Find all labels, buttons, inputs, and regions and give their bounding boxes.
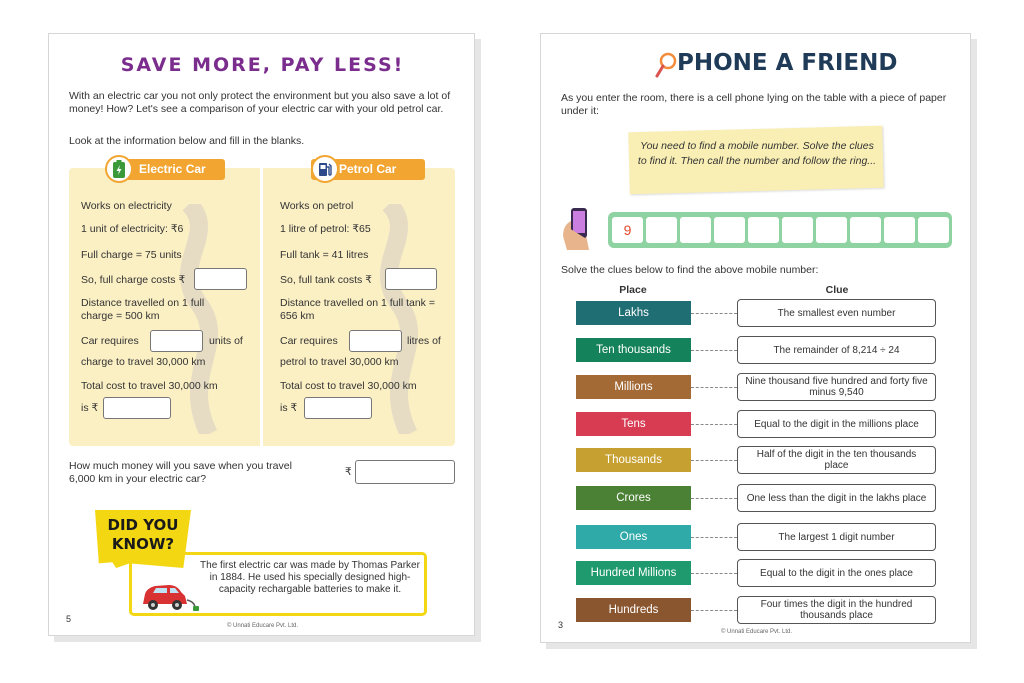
clue-box: Equal to the digit in the ones place	[737, 559, 936, 587]
petrol-works-on: Works on petrol	[280, 200, 354, 212]
electric-unit-cost: 1 unit of electricity: ₹6	[81, 223, 184, 235]
place-label-hundreds: Hundreds	[576, 598, 691, 622]
petrol-unit-cost: 1 litre of petrol: ₹65	[280, 223, 371, 235]
digit-box[interactable]	[816, 217, 847, 243]
place-label-crores: Crores	[576, 486, 691, 510]
fuel-pump-icon	[311, 155, 339, 183]
place-label-tens: Tens	[576, 412, 691, 436]
petrol-tank-cost-input[interactable]	[385, 268, 437, 290]
electric-charge-cost-input[interactable]	[194, 268, 247, 290]
petrol-requires-line2: petrol to travel 30,000 km	[280, 356, 399, 368]
clue-box: The largest 1 digit number	[737, 523, 936, 551]
electric-distance: Distance travelled on 1 full charge = 500 km	[81, 297, 205, 322]
electric-requires-line2: charge to travel 30,000 km	[81, 356, 206, 368]
electric-is-label: is ₹	[81, 402, 99, 414]
page-number: 5	[66, 614, 72, 624]
petrol-litres-input[interactable]	[349, 330, 402, 352]
place-label-ten-thousands: Ten thousands	[576, 338, 691, 362]
clue-box: One less than the digit in the lakhs place	[737, 484, 936, 512]
electric-total-input[interactable]	[103, 397, 171, 419]
intro-text: As you enter the room, there is a cell phone lying on the table with a piece of paper under it:	[561, 92, 947, 117]
digit-box[interactable]	[918, 217, 949, 243]
electric-works-on: Works on electricity	[81, 200, 172, 212]
page-number: 3	[558, 620, 564, 630]
digit-box[interactable]	[646, 217, 677, 243]
sticky-note-text: You need to find a mobile number. Solve the clues to find it. Then call the number and follow the ring...	[637, 140, 877, 167]
page-title: PHONE A FRIEND	[677, 50, 898, 76]
petrol-requires-label: Car requires	[280, 335, 338, 347]
place-label-hundred-millions: Hundred Millions	[576, 561, 691, 585]
digit-box[interactable]	[850, 217, 881, 243]
left-worksheet-page	[48, 33, 475, 636]
connector-line	[691, 387, 737, 388]
connector-line	[691, 537, 737, 538]
battery-icon	[105, 155, 133, 183]
electric-units-input[interactable]	[150, 330, 203, 352]
petrol-total-label: Total cost to travel 30,000 km	[280, 380, 417, 392]
petrol-total-input[interactable]	[304, 397, 372, 419]
connector-line	[691, 424, 737, 425]
instruction-text: Look at the information below and fill in the blanks.	[69, 135, 305, 147]
copyright-text: © Unnati Educare Pvt. Ltd.	[720, 629, 793, 635]
petrol-car-header: Petrol Car	[311, 159, 425, 180]
clue-box: The remainder of 8,214 ÷ 24	[737, 336, 936, 364]
digit-box[interactable]	[748, 217, 779, 243]
petrol-distance: Distance travelled on 1 full tank = 656 km	[280, 297, 435, 322]
electric-total-label: Total cost to travel 30,000 km	[81, 380, 218, 392]
right-worksheet-page	[540, 33, 971, 643]
connector-line	[691, 573, 737, 574]
place-column-header: Place	[619, 284, 647, 296]
electric-full-charge: Full charge = 75 units	[81, 249, 182, 261]
digit-box[interactable]	[680, 217, 711, 243]
digit-box[interactable]	[782, 217, 813, 243]
digit-box[interactable]: 9	[612, 217, 643, 243]
petrol-requires-unit: litres of	[407, 335, 441, 347]
electric-cost-label: So, full charge costs ₹	[81, 274, 186, 286]
savings-question: How much money will you save when you travel 6,000 km in your electric car?	[69, 460, 292, 485]
connector-line	[691, 498, 737, 499]
clue-box: The smallest even number	[737, 299, 936, 327]
savings-currency: ₹	[345, 466, 352, 478]
connector-line	[691, 610, 737, 611]
digit-box[interactable]	[714, 217, 745, 243]
clue-box: Half of the digit in the ten thousands place	[737, 446, 936, 474]
connector-line	[691, 350, 737, 351]
fact-text: The first electric car was made by Thomas Parker in 1884. He used his specially designed high-capacity rechargable batteries to make it.	[200, 560, 420, 595]
place-label-thousands: Thousands	[576, 448, 691, 472]
electric-car-icon	[139, 580, 203, 614]
clue-box: Equal to the digit in the millions place	[737, 410, 936, 438]
place-label-lakhs: Lakhs	[576, 301, 691, 325]
page-title: SAVE MORE, PAY LESS!	[120, 54, 405, 76]
intro-text: With an electric car you not only protect the environment but you also save a lot of money! How? Let's see a comparison of your electric car with your old petrol car.	[69, 90, 451, 115]
did-you-know-heading: DID YOU KNOW?	[107, 516, 179, 553]
place-label-millions: Millions	[576, 375, 691, 399]
electric-requires-unit: units of	[209, 335, 243, 347]
connector-line	[691, 313, 737, 314]
petrol-is-label: is ₹	[280, 402, 298, 414]
petrol-full-tank: Full tank = 41 litres	[280, 249, 369, 261]
connector-line	[691, 460, 737, 461]
clue-box: Four times the digit in the hundred thousands place	[737, 596, 936, 624]
solve-instruction: Solve the clues below to find the above mobile number:	[561, 264, 819, 276]
clue-column-header: Clue	[825, 284, 849, 296]
magnifier-icon	[655, 52, 677, 78]
panel-divider	[260, 168, 263, 446]
clue-box: Nine thousand five hundred and forty five minus 9,540	[737, 373, 936, 401]
electric-requires-label: Car requires	[81, 335, 139, 347]
electric-car-header: Electric Car	[111, 159, 225, 180]
petrol-cost-label: So, full tank costs ₹	[280, 274, 372, 286]
phone-in-hand-icon	[559, 206, 599, 252]
digit-box[interactable]	[884, 217, 915, 243]
copyright-text: © Unnati Educare Pvt. Ltd.	[226, 623, 299, 629]
savings-answer-input[interactable]	[355, 460, 455, 484]
place-label-ones: Ones	[576, 525, 691, 549]
